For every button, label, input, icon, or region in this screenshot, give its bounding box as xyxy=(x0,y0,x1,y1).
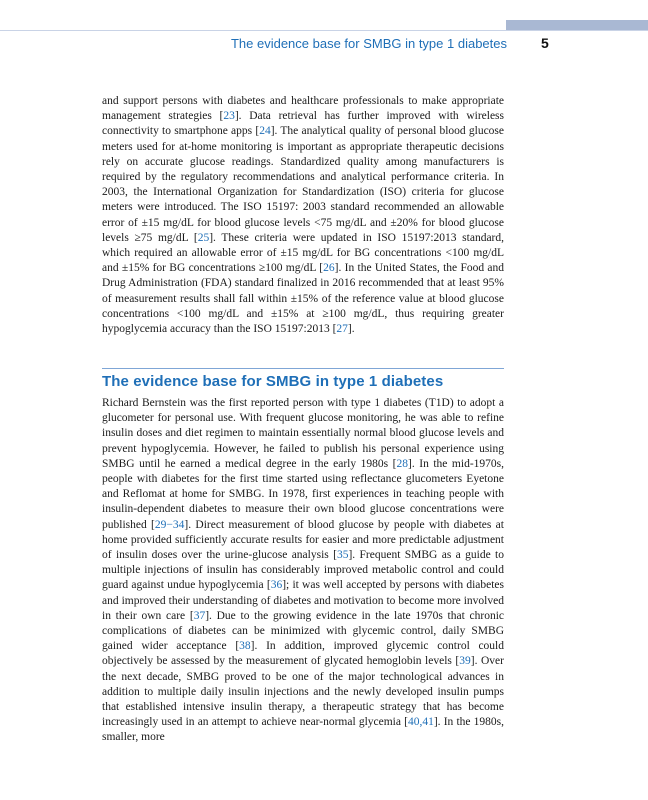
text-run: ]. Due to the growing evidence in the late 1970s that chronic complications of diabetes can be minimized with glycemic control, daily SMBG gained wider acceptance [ xyxy=(102,609,505,653)
citation-link[interactable]: 40,41 xyxy=(407,716,434,729)
text-run: ]; it was well accepted by persons with diabetes and improved their understanding of diabetes and motivation to become more involved in their own care [ xyxy=(102,579,504,622)
text-run: ]. In addition, improved glycemic control could objectively be assessed by the measurement of glycated hemoglobin levels [ xyxy=(102,640,505,668)
header-accent-bar xyxy=(506,20,648,30)
citation-link[interactable]: 27 xyxy=(336,323,348,336)
text-run: ]. Data retrieval has further improved with wireless connectivity to smartphone apps [ xyxy=(102,110,505,138)
citation-link[interactable]: 35 xyxy=(336,549,349,562)
text-run: ]. These criteria were updated in ISO 15197:2013 standard, which required an allowable error of ±15 mg/dL for BG concentrations <100 mg/dL and ±15% for BG concentrations ≥100 mg/dL [ xyxy=(102,231,505,275)
text-run: ]. In the mid-1970s, people with diabetes for the first time started using reflectance glucometers Eyetone and Reflomat at home for SMBG. In 1978, first experiences in teaching people with insulin-dependent diabetes to measure their own blood glucose concentrations were published [ xyxy=(102,457,505,531)
section-rule xyxy=(102,368,504,369)
text-run: ]. In the 1980s, smaller, more xyxy=(102,716,504,744)
citation-link[interactable]: 29−34 xyxy=(154,518,185,531)
text-run: ]. Over the next decade, SMBG proved to be one of the major technological advances in addition to multiple daily insulin injections and the newly developed insulin pumps that established intensive insulin therapy, a therapeutic strategy that has become increasingly used in an attempt to achieve near-normal glycemia [ xyxy=(102,655,504,729)
citation-link[interactable]: 39 xyxy=(459,655,471,668)
text-run: and support persons with diabetes and healthcare professionals to make appropriate management strategies [ xyxy=(102,95,504,123)
citation-link[interactable]: 26 xyxy=(323,262,335,275)
citation-link[interactable]: 36 xyxy=(270,579,283,592)
citation-link[interactable]: 25 xyxy=(197,231,210,244)
header-rule xyxy=(0,30,648,31)
citation-link[interactable]: 28 xyxy=(396,457,408,470)
body-paragraph-1 xyxy=(102,94,504,337)
text-run: Richard Bernstein was the first reported person with type 1 diabetes (T1D) to adopt a glucometer for personal use. With frequent glucose monitoring, he was able to refine insulin doses and diet regimen to maintain essentially normal blood glucose levels and prevent hypoglycemia. However, he failed to publish his personal experience using SMBG until he earned a medical degree in the early 1980s [ xyxy=(102,397,504,470)
text-run: ]. Direct measurement of blood glucose by people with diabetes at home provided sufficiently accurate results for easier and more predictable adjustment of insulin doses over the urine-glucose analysis [ xyxy=(102,518,504,562)
citation-link[interactable]: 38 xyxy=(239,640,251,653)
text-run: ]. xyxy=(347,323,355,336)
citation-link[interactable]: 37 xyxy=(193,609,206,622)
citation-link[interactable]: 24 xyxy=(259,125,271,138)
section-heading: The evidence base for SMBG in type 1 diabetes xyxy=(102,373,444,390)
running-head: The evidence base for SMBG in type 1 diabetes xyxy=(230,36,507,51)
page-number: 5 xyxy=(541,35,549,51)
text-run: ]. The analytical quality of personal blood glucose meters used for at-home monitoring is important as appropriate therapeutic decisions rely on accurate glucose readings. Standardized quality among manufacturers is required by the regulatory recommendations and analytical performance criteria. In 2003, the International Organization for Standardization (ISO) criteria for glucose meters were introduced. The ISO 15197: 2003 standard recommended an allowable error of ±15 mg/dL for blood glucose levels <75 mg/dL and ±20% for blood glucose levels ≥75 mg/dL [ xyxy=(102,125,505,244)
body-paragraph-2 xyxy=(102,396,504,746)
citation-link[interactable]: 23 xyxy=(223,110,235,123)
text-run: ]. Frequent SMBG as a guide to multiple injections of insulin has considerably improved metabolic control and could guard against undue hypoglycemia [ xyxy=(102,549,504,592)
text-run: ]. In the United States, the Food and Drug Administration (FDA) standard finalized in 2016 recommended that at least 95% of measurement results shall fall within ±15% of the reference value at blood glucose concentrations <100 mg/dL and ±15% at ≥100 mg/dL, thus requiring greater hypoglycemia accuracy than the ISO 15197:2013 [ xyxy=(102,262,504,336)
